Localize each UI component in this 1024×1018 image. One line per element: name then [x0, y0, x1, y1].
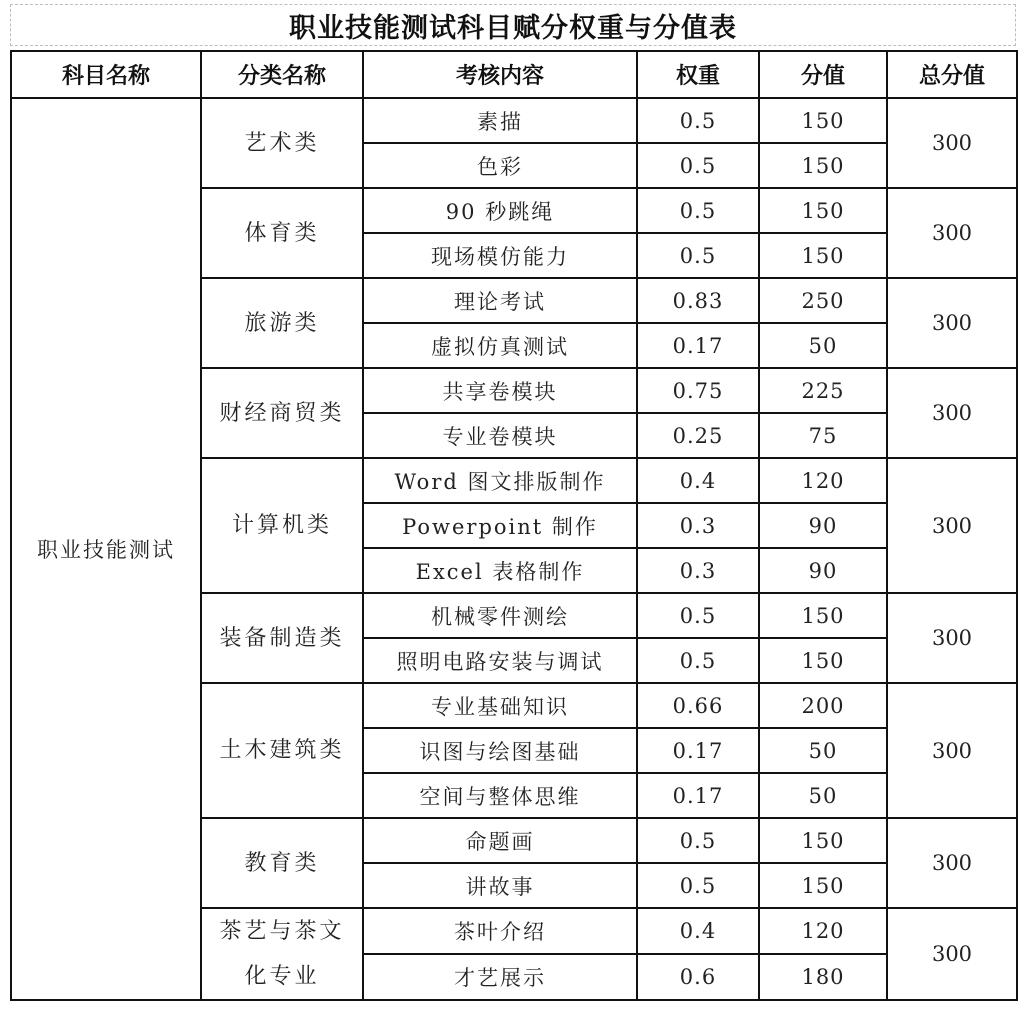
header-weight: 权重: [637, 51, 759, 98]
weight-cell: 0.5: [637, 863, 759, 908]
score-cell: 200: [759, 683, 887, 728]
category-cell: 计算机类: [201, 458, 363, 593]
content-cell: 照明电路安装与调试: [363, 638, 637, 683]
total-cell: 300: [887, 278, 1017, 368]
category-cell: 旅游类: [201, 278, 363, 368]
content-cell: 素描: [363, 98, 637, 143]
category-cell: 艺术类: [201, 98, 363, 188]
score-cell: 90: [759, 548, 887, 593]
score-cell: 150: [759, 143, 887, 188]
weight-cell: 0.4: [637, 908, 759, 954]
weight-cell: 0.3: [637, 503, 759, 548]
header-row: [11, 51, 1017, 98]
content-cell: 命题画: [363, 818, 637, 863]
total-cell: 300: [887, 188, 1017, 278]
weight-cell: 0.6: [637, 954, 759, 1000]
weight-cell: 0.5: [637, 593, 759, 638]
total-cell: 300: [887, 593, 1017, 683]
content-cell: 专业基础知识: [363, 683, 637, 728]
score-cell: 150: [759, 98, 887, 143]
total-cell: 300: [887, 908, 1017, 1000]
content-cell: 空间与整体思维: [363, 773, 637, 818]
score-cell: 75: [759, 413, 887, 458]
content-cell: 专业卷模块: [363, 413, 637, 458]
score-cell: 150: [759, 188, 887, 233]
header-subject: 科目名称: [11, 51, 201, 98]
category-cell: 土木建筑类: [201, 683, 363, 818]
score-cell: 150: [759, 593, 887, 638]
weight-cell: 0.3: [637, 548, 759, 593]
header-category: 分类名称: [201, 51, 363, 98]
content-cell: Powerpoint 制作: [363, 503, 637, 548]
table-row: [11, 98, 1017, 143]
header-score: 分值: [759, 51, 887, 98]
content-cell: 机械零件测绘: [363, 593, 637, 638]
content-cell: 茶叶介绍: [363, 908, 637, 954]
content-cell: 共享卷模块: [363, 368, 637, 413]
score-cell: 50: [759, 323, 887, 368]
weight-cell: 0.17: [637, 728, 759, 773]
table-body: [11, 98, 1017, 1000]
content-cell: 讲故事: [363, 863, 637, 908]
weight-cell: 0.5: [637, 818, 759, 863]
weight-cell: 0.83: [637, 278, 759, 323]
score-cell: 225: [759, 368, 887, 413]
weight-cell: 0.17: [637, 773, 759, 818]
weight-cell: 0.66: [637, 683, 759, 728]
header-content: 考核内容: [363, 51, 637, 98]
content-cell: 识图与绘图基础: [363, 728, 637, 773]
total-cell: 300: [887, 683, 1017, 818]
content-cell: Excel 表格制作: [363, 548, 637, 593]
weight-cell: 0.5: [637, 188, 759, 233]
score-cell: 120: [759, 908, 887, 954]
total-cell: 300: [887, 818, 1017, 908]
score-cell: 250: [759, 278, 887, 323]
category-cell: 教育类: [201, 818, 363, 908]
score-cell: 180: [759, 954, 887, 1000]
weight-cell: 0.5: [637, 638, 759, 683]
score-weight-table: [10, 50, 1018, 1001]
weight-cell: 0.5: [637, 233, 759, 278]
weight-cell: 0.4: [637, 458, 759, 503]
score-cell: 150: [759, 863, 887, 908]
category-cell: 体育类: [201, 188, 363, 278]
content-cell: 虚拟仿真测试: [363, 323, 637, 368]
content-cell: 现场模仿能力: [363, 233, 637, 278]
category-cell: 装备制造类: [201, 593, 363, 683]
table-title: 职业技能测试科目赋分权重与分值表: [10, 4, 1016, 46]
header-total: 总分值: [887, 51, 1017, 98]
content-cell: 90 秒跳绳: [363, 188, 637, 233]
weight-cell: 0.17: [637, 323, 759, 368]
content-cell: Word 图文排版制作: [363, 458, 637, 503]
weight-cell: 0.5: [637, 143, 759, 188]
content-cell: 理论考试: [363, 278, 637, 323]
weight-cell: 0.25: [637, 413, 759, 458]
score-cell: 90: [759, 503, 887, 548]
total-cell: 300: [887, 458, 1017, 593]
content-cell: 才艺展示: [363, 954, 637, 1000]
content-cell: 色彩: [363, 143, 637, 188]
score-cell: 120: [759, 458, 887, 503]
category-cell: 财经商贸类: [201, 368, 363, 458]
weight-cell: 0.75: [637, 368, 759, 413]
score-cell: 50: [759, 728, 887, 773]
category-cell: 茶艺与茶文化专业: [201, 908, 363, 1000]
total-cell: 300: [887, 98, 1017, 188]
score-cell: 150: [759, 818, 887, 863]
weight-cell: 0.5: [637, 98, 759, 143]
score-cell: 150: [759, 638, 887, 683]
total-cell: 300: [887, 368, 1017, 458]
score-cell: 50: [759, 773, 887, 818]
subject-name-cell: 职业技能测试: [11, 98, 201, 1000]
score-cell: 150: [759, 233, 887, 278]
